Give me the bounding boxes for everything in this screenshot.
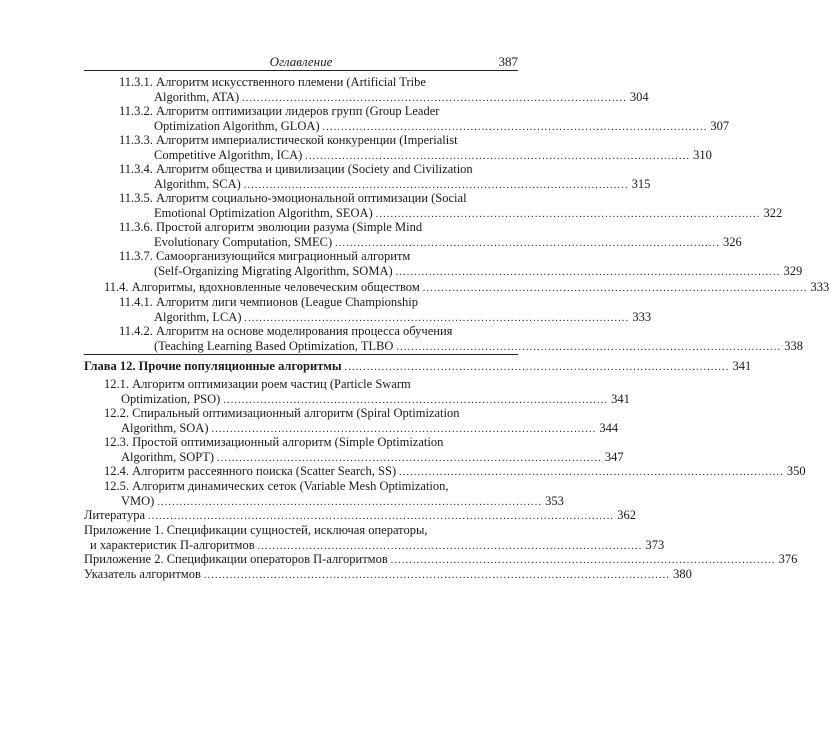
leader-dots: ........................................................................................................ — [223, 394, 609, 406]
toc-entry-11-4-1[interactable] — [119, 295, 652, 326]
toc-entry-last-line — [119, 263, 803, 281]
leader-dots: ........................................................................................................ — [344, 362, 730, 373]
toc-page-number: 322 — [763, 205, 783, 220]
toc-page-number: 353 — [545, 493, 564, 508]
toc-entry-12-5[interactable] — [104, 479, 564, 510]
toc-page-number: 304 — [629, 89, 649, 104]
toc-entry-text: Evolutionary Computation, SMEC) — [154, 234, 333, 249]
toc-page-number: 380 — [673, 567, 692, 581]
toc-entry-11-3-4[interactable] — [119, 162, 651, 193]
leader-dots: ........................................................................................................ — [335, 237, 720, 249]
running-header — [84, 52, 518, 72]
toc-entry-text: VMO) — [121, 493, 155, 508]
toc-entry-line: 12.1. Алгоритм оптимизации роем частиц (Particle Swarm — [104, 377, 411, 391]
toc-entry-text: Глава 12. Прочие популяционные алгоритмы — [84, 359, 342, 373]
leader-dots: ........................................................................................................ — [390, 555, 776, 566]
toc-entry-last-line — [84, 359, 752, 376]
toc-entry-12-1[interactable] — [104, 377, 630, 408]
leader-dots: ........................................................................................................ — [305, 150, 691, 162]
leader-dots: ........................................................................................................ — [157, 496, 543, 508]
toc-entry-text: Optimization Algorithm, GLOA) — [154, 118, 320, 133]
toc-entry-line: 12.5. Алгоритм динамических сеток (Variable Mesh Optimization, — [104, 479, 449, 493]
toc-entry-text: 11.4. Алгоритмы, вдохновленные человеческим обществом — [104, 280, 420, 294]
toc-entry-line: 12.3. Простой оптимизационный алгоритм (Simple Optimization — [104, 435, 444, 449]
toc-page-number: 376 — [778, 552, 798, 566]
leader-dots: .............................................................................................................................. — [203, 570, 671, 581]
toc-page-number: 341 — [611, 391, 630, 406]
leader-dots: ........................................................................................................ — [211, 423, 597, 435]
toc-page-number: 329 — [783, 263, 803, 278]
toc-entry-11-3-3[interactable] — [119, 133, 712, 164]
toc-entry-appendix-1[interactable] — [84, 523, 665, 554]
toc-page-number: 310 — [693, 147, 712, 162]
toc-page-number: 362 — [617, 508, 636, 522]
toc-entry-text: Приложение 2. Спецификации операторов П-алгоритмов — [84, 552, 388, 566]
toc-entry-text: Algorithm, SOPT) — [121, 449, 215, 464]
toc-page-number: 307 — [710, 118, 730, 133]
toc-entry-algorithm-index[interactable] — [84, 567, 692, 584]
toc-entry-12-2[interactable] — [104, 406, 619, 437]
leader-dots: ........................................................................................................ — [375, 208, 761, 220]
toc-entry-11-3-5[interactable] — [119, 191, 783, 222]
leader-dots: ........................................................................................................ — [243, 179, 629, 191]
toc-entry-text: (Self-Organizing Migrating Algorithm, SOMA) — [154, 263, 393, 278]
toc-entry-text: Algorithm, SOA) — [121, 420, 209, 435]
leader-dots: ........................................................................................................ — [322, 121, 708, 133]
toc-page-number: 315 — [631, 176, 651, 191]
chapter-divider-rule — [84, 354, 518, 355]
toc-page-number: 326 — [722, 234, 742, 249]
toc-entry-11-3-2[interactable] — [119, 104, 730, 135]
toc-page-number: 338 — [784, 338, 804, 353]
leader-dots: ........................................................................................................ — [396, 341, 782, 353]
toc-entry-text: Algorithm, LCA) — [154, 309, 242, 324]
toc-entry-text: Emotional Optimization Algorithm, SEOA) — [154, 205, 373, 220]
leader-dots: ........................................................................................................ — [257, 540, 643, 552]
header-page-number: 387 — [498, 54, 518, 69]
toc-page-number: 350 — [786, 464, 806, 478]
toc-page-number: 333 — [810, 280, 829, 294]
toc-entry-line: 11.4.1. Алгоритм лиги чемпионов (League Championship — [119, 295, 418, 309]
header-title: Оглавление — [269, 54, 333, 69]
toc-entry-11-3-7[interactable] — [119, 249, 803, 280]
toc-entry-line: 11.3.3. Алгоритм империалистической конкуренции (Imperialist — [119, 133, 458, 147]
toc-entry-line: Приложение 1. Спецификации сущностей, исключая операторы, — [84, 523, 428, 537]
toc-entry-11-3-1[interactable] — [119, 75, 649, 106]
toc-page-number: 373 — [645, 537, 665, 552]
toc-entry-last-line — [119, 338, 804, 356]
toc-entry-line: 11.3.1. Алгоритм искусственного племени (Artificial Tribe — [119, 75, 426, 89]
toc-entry-line: 11.3.7. Самоорганизующийся миграционный алгоритм — [119, 249, 411, 263]
toc-page-number: 344 — [599, 420, 619, 435]
leader-dots: ........................................................................................................ — [422, 283, 808, 294]
toc-entry-line: 12.2. Спиральный оптимизационный алгоритм (Spiral Optimization — [104, 406, 460, 420]
toc-entry-11-4-2[interactable] — [119, 324, 804, 355]
toc-entry-text: и характеристик П-алгоритмов — [90, 537, 255, 552]
toc-entry-text: Competitive Algorithm, ICA) — [154, 147, 303, 162]
toc-entry-text: Литература — [84, 508, 145, 522]
leader-dots: ........................................................................................................ — [244, 312, 630, 324]
leader-dots: .............................................................................................................................. — [148, 511, 615, 522]
leader-dots: ........................................................................................................ — [217, 452, 602, 464]
header-rule — [84, 70, 518, 71]
toc-entry-line: 11.3.4. Алгоритм общества и цивилизации (Society and Civilization — [119, 162, 473, 176]
leader-dots: ........................................................................................................ — [399, 467, 784, 478]
toc-entry-text: Указатель алгоритмов — [84, 567, 201, 581]
toc-entry-text: Optimization, PSO) — [121, 391, 221, 406]
toc-entry-last-line — [84, 567, 692, 584]
toc-page-number: 341 — [732, 359, 752, 373]
toc-entry-text: Algorithm, SCA) — [154, 176, 241, 191]
leader-dots: ........................................................................................................ — [242, 92, 627, 104]
toc-entry-line: 11.3.5. Алгоритм социально-эмоциональной оптимизации (Social — [119, 191, 467, 205]
toc-entry-11-3-6[interactable] — [119, 220, 742, 251]
toc-chapter-12[interactable] — [84, 359, 752, 376]
toc-entry-text: 12.4. Алгоритм рассеянного поиска (Scatter Search, SS) — [104, 464, 397, 478]
toc-page-number: 347 — [604, 449, 624, 464]
toc-page-number: 333 — [632, 309, 652, 324]
toc-entry-text: Algorithm, ATA) — [154, 89, 240, 104]
toc-entry-12-3[interactable] — [104, 435, 624, 466]
toc-entry-line: 11.3.2. Алгоритм оптимизации лидеров групп (Group Leader — [119, 104, 440, 118]
toc-entry-line: 11.4.2. Алгоритм на основе моделирования процесса обучения — [119, 324, 453, 338]
toc-entry-text: (Teaching Learning Based Optimization, TLBO — [154, 338, 394, 353]
leader-dots: ........................................................................................................ — [395, 266, 781, 278]
toc-entry-line: 11.3.6. Простой алгоритм эволюции разума (Simple Mind — [119, 220, 423, 234]
